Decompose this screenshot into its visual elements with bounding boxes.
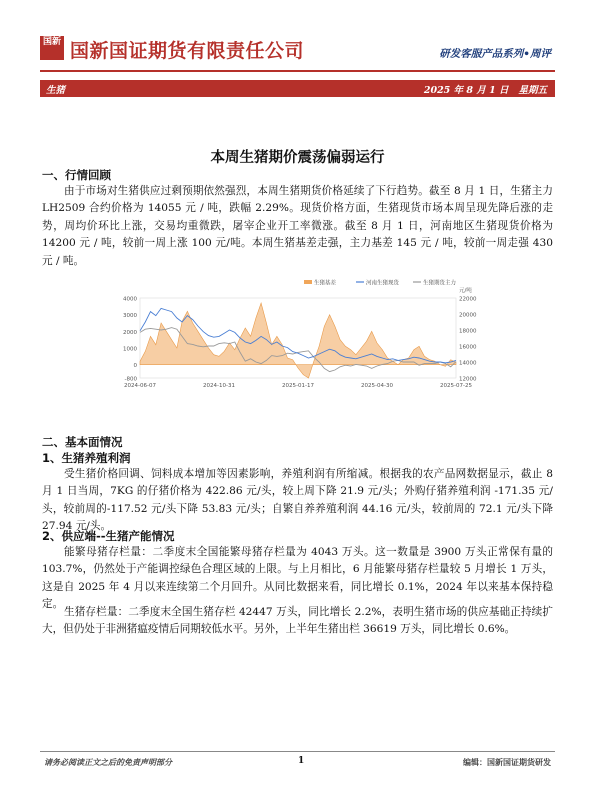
right-tick-label: 22000 [459,296,477,303]
left-tick-label: -800 [124,376,137,383]
legend-label: 河南生猪现货 [366,280,400,287]
right-axis-unit: 元/吨 [459,288,472,294]
series-basis-area [140,303,456,378]
right-tick-label: 16000 [459,344,477,351]
legend-swatch [304,280,312,284]
page-title: 本周生猪期价震荡偏弱运行 [210,150,385,166]
section-heading-market-review: 一、行情回顾 [42,168,111,182]
right-tick-label: 12000 [459,376,477,383]
left-tick-label: 0 [133,363,137,370]
page-number: 1 [298,756,305,766]
header-rule [40,70,555,72]
category-label: 生猪 [46,85,66,96]
report-date: 2025 年 8 月 1 日 星期五 [423,85,547,96]
left-tick-label: 4000 [123,296,137,303]
section-heading-supply: 2、供应端--生猪产能情况 [42,529,175,543]
company-name: 国新国证期货有限责任公司 [70,40,305,62]
section-heading-fundamentals: 二、基本面情况 [42,435,123,449]
left-tick-label: 3000 [123,313,137,320]
company-logo: 国新 [40,36,64,60]
footer-rule [40,751,555,752]
profit-paragraph: 受生猪价格回调、饲料成本增加等因素影响，养殖利润有所缩减。根据我的农产品网数据显示，截止 8 月 1 日当周，7KG 的仔猪价格为 422.86 元/头，较上周下降 21.9 元/头；外购仔猪养殖利润 -171.35 元/头，较前周的-117.52 元/头下降 53.83 元/头；自繁自养养殖利润 44.16 元/头，较前周的 72.1 元/头下降 27.94 元/头。 [42,468,553,533]
footer-editor: 编辑：国新国证期货研发 [463,757,551,767]
x-tick-label: 2025-04-30 [361,383,393,389]
x-tick-label: 2024-10-31 [203,383,235,389]
footer-disclaimer: 请务必阅读正文之后的免责声明部分 [44,757,172,767]
legend-label: 生猪基差 [314,280,337,287]
category-bar [40,80,555,97]
right-tick-label: 20000 [459,312,477,319]
price-basis-chart [118,276,488,402]
right-tick-label: 14000 [459,360,477,367]
sow-inventory-paragraph: 能繁母猪存栏量：二季度末全国能繁母猪存栏量为 4043 万头。这一数量是 3900 万头正常保有量的 103.7%，仍然处于产能调控绿色合理区域的上限。与上月相比，6 月能繁母猪存栏量较 5 月增长 1 万头，这是自 2025 年 4 月以来连续第二个月回升。从同比数据来看，同比增长 0.1%，2024 年以来基本保持稳定。 [42,546,553,611]
left-tick-label: 1000 [123,346,137,353]
right-tick-label: 18000 [459,328,477,335]
x-tick-label: 2024-06-07 [124,383,156,389]
report-series: 研发客服产品系列•周评 [439,48,551,60]
x-tick-label: 2025-01-17 [282,383,314,389]
x-tick-label: 2025-07-25 [440,383,472,389]
hog-inventory-paragraph: 生猪存栏量：二季度末全国生猪存栏 42447 万头，同比增长 2.2%，表明生猪市场的供应基础正持续扩大，但仍处于非洲猪瘟疫情后同期较低水平。另外，上半年生猪出栏 36619 万头，同比增长 0.6%。 [42,606,553,636]
left-tick-label: 2000 [123,329,137,336]
legend-label: 生猪期货主力 [423,280,457,287]
market-review-paragraph: 由于市场对生猪供应过剩预期依然强烈，本周生猪期货价格延续了下行趋势。截至 8 月 1 日，生猪主力 LH2509 合约价格为 14055 元 / 吨，跌幅 2.29%。现货价格方面，生猪现货市场本周呈现先降后涨的走势，周均价环比上涨，交易均重微跌，屠宰企业开工率微涨。截至 8 月 1 日，河南地区生猪现货价格为 14200 元 / 吨，较前一周上涨 100 元/吨。本周生猪基差走强，主力基差 145 元 / 吨，较前一周走强 430 元 / 吨。 [42,185,553,267]
section-heading-profit: 1、生猪养殖利润 [42,451,131,465]
